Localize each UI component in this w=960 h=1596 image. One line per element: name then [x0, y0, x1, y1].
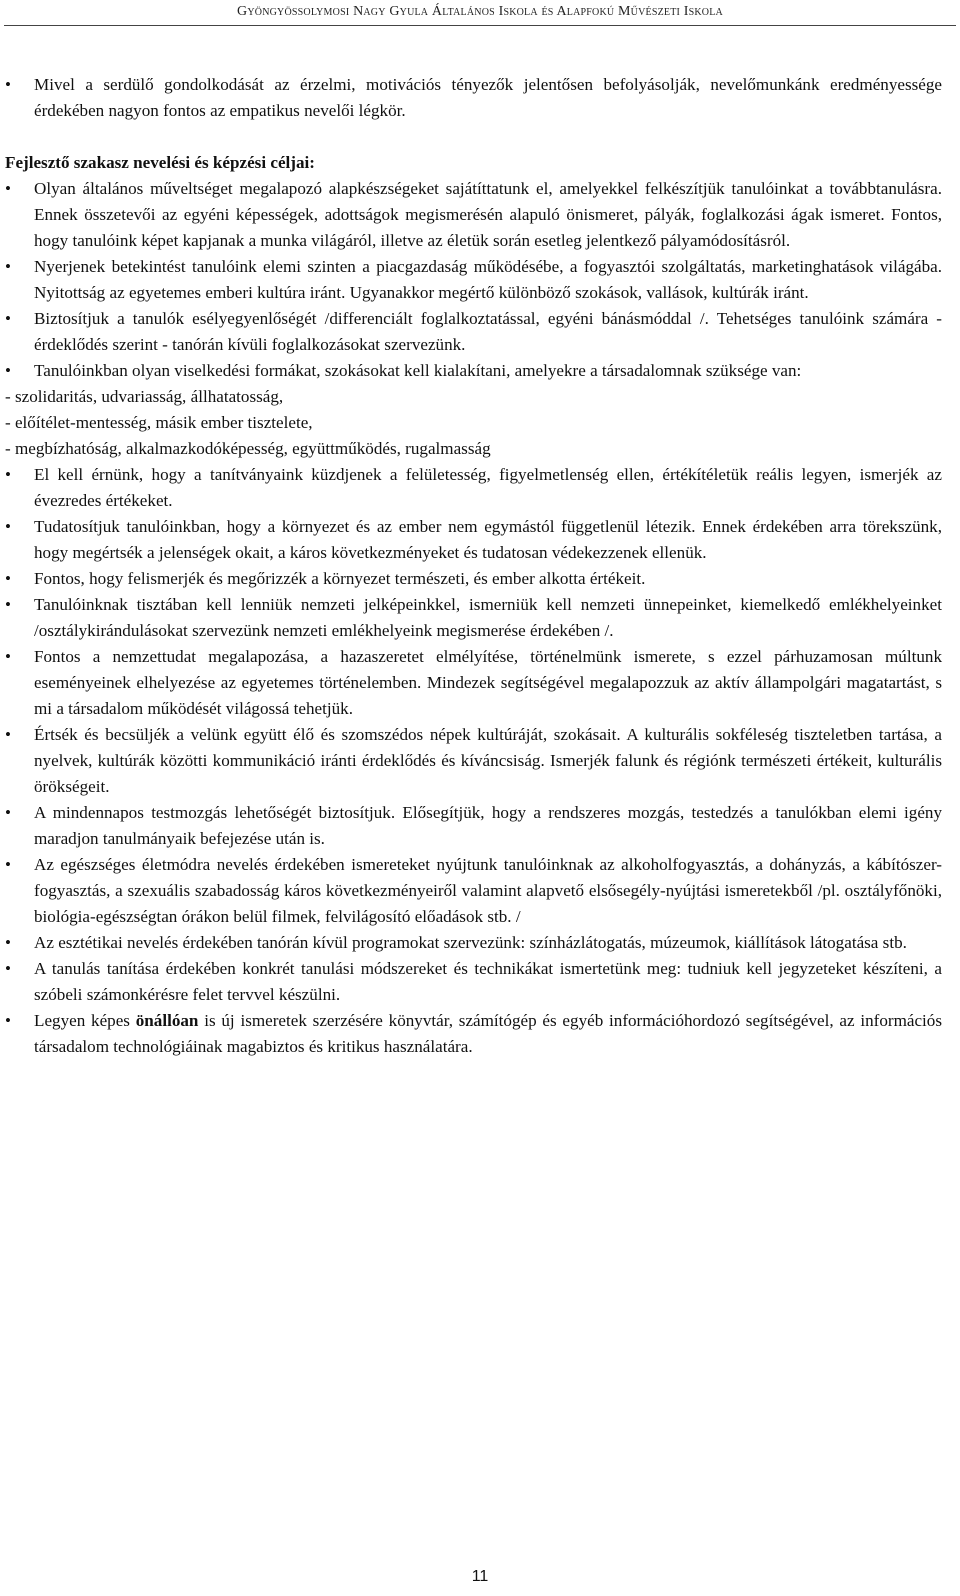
intro-paragraph: • Mivel a serdülő gondolkodását az érzelmi, motivációs tényezők jelentősen befolyásolják, nevelőmunkánk eredményessége érdekében nagyon fontos az empatikus nevelői légkör. [5, 72, 942, 124]
list-item: • Az egészséges életmódra nevelés érdekében ismereteket nyújtunk tanulóinknak az alkoholfogyasztás, a dohányzás, a kábítószer-fogyasztás, a szexuális szabadosság káros következményeiről valamint alapvető elsősegély-nyújtási ismeretekből /pl. osztályfőnöki, biológia-egészségtan órákon belül filmek, felvilágosító előadások stb. / [5, 852, 942, 930]
sub-list-item: - előítélet-mentesség, másik ember tisztelete, [5, 413, 313, 432]
list-item: • Biztosítjuk a tanulók esélyegyenlőségét /differenciált foglalkoztatással, egyéni bánásmóddal /. Tehetséges tanulóink számára - érdeklődés szerint - tanórán kívüli foglalkozásokat szervezünk. [5, 306, 942, 358]
list-item: • Tanulóinknak tisztában kell lenniük nemzeti jelképeinkkel, ismerniük kell nemzeti ünnepeinket, kiemelkedő emlékhelyeinket /osztálykirándulásokat szervezünk nemzeti emlékhelyeink megismerése érdekében /. [5, 592, 942, 644]
document-body [5, 72, 942, 1060]
list-item: • Fontos a nemzettudat megalapozása, a hazaszeretet elmélyítése, történelmünk ismerete, s ezzel párhuzamosan múltunk eseményeinek elhelyezése az egyetemes történelemben. Mindezek segítségével megalapozzuk az aktív állampolgári magatartást, s mi a társadalom működését világossá tehetjük. [5, 644, 942, 722]
sub-list-item: - megbízhatóság, alkalmazkodóképesség, együttműködés, rugalmasság [5, 439, 491, 458]
list-item: • El kell érnünk, hogy a tanítványaink küzdjenek a felületesség, figyelmetlenség ellen, értékítéletük reális legyen, ismerjék az évezredes értékeket. [5, 462, 942, 514]
list-item: • Tudatosítjuk tanulóinkban, hogy a környezet és az ember nem egymástól függetlenül létezik. Ennek érdekében arra törekszünk, hogy megértsék a jelenségek okait, a káros következményeket és tudatosan védekezzenek ellenük. [5, 514, 942, 566]
list-item: • Az esztétikai nevelés érdekében tanórán kívül programokat szervezünk: színházlátogatás, múzeumok, kiállítások látogatása stb. [5, 930, 942, 956]
list-item [5, 176, 942, 254]
list-item: • Tanulóinkban olyan viselkedési formákat, szokásokat kell kialakítani, amelyekre a társadalomnak szüksége van: [5, 358, 942, 384]
header-divider [4, 25, 956, 26]
sub-list-item: - szolidaritás, udvariasság, állhatatosság, [5, 387, 284, 406]
page-number: 11 [471, 1568, 489, 1585]
list-item: • Fontos, hogy felismerjék és megőrizzék a környezet természeti, és ember alkotta értékeit. [5, 566, 942, 592]
page-header: Gyöngyössolymosi Nagy Gyula Általános Iskola és Alapfokú Művészeti Iskola [237, 4, 723, 19]
list-item [5, 1008, 942, 1060]
list-item: • Nyerjenek betekintést tanulóink elemi szinten a piacgazdaság működésébe, a fogyasztói szolgáltatás, marketinghatások világába. Nyitottság az egyetemes emberi kultúra iránt. Ugyanakkor megértő különböző szokások, vallások, kultúrák iránt. [5, 254, 942, 306]
item-text: Legyen képes [34, 1011, 136, 1030]
item-text: Olyan általános műveltséget megalapozó alapkészségeket sajátíttatunk el, amelyekkel felkészítjük tanulóinkat a továbbtanulásra. [34, 179, 942, 198]
list-item: • Értsék és becsüljék a velünk együtt élő és szomszédos népek kultúráját, szokásait. A kulturális sokféleség tiszteletben tartása, a nyelvek, kultúrák közötti kommunikáció iránti érdeklődés és kíváncsiság. Ismerjék falunk és régiónk természeti értékeit, kulturális örökségeit. [5, 722, 942, 800]
item-text: is új ismeretek szerzésére könyvtár, számítógép és egyéb információhordozó segítségével, az információs társadalom technológiáinak magabiztos és kritikus használatára. [34, 1011, 942, 1056]
list-item: • A mindennapos testmozgás lehetőségét biztosítjuk. Elősegítjük, hogy a rendszeres mozgás, testedzés a tanulókban elemi igény maradjon tanulmányaik befejezése után is. [5, 800, 942, 852]
list-item: • A tanulás tanítása érdekében konkrét tanulási módszereket és technikákat ismertetünk meg: tudniuk kell jegyzeteket készíteni, a szóbeli számonkérésre felet tervvel készülni. [5, 956, 942, 1008]
emphasized-word: önállóan [135, 1011, 199, 1030]
section-title: Fejlesztő szakasz nevelési és képzési céljai: [5, 153, 315, 172]
item-text: Ennek összetevői az egyéni képességek, adottságok megismerésén alapuló önismeret, pályák, foglalkozási ágak ismeret. Fontos, hogy tanulóink képet kapjanak a munka világáról, illetve az életük során esetleg jelentkező pályamódosításról. [34, 205, 942, 250]
